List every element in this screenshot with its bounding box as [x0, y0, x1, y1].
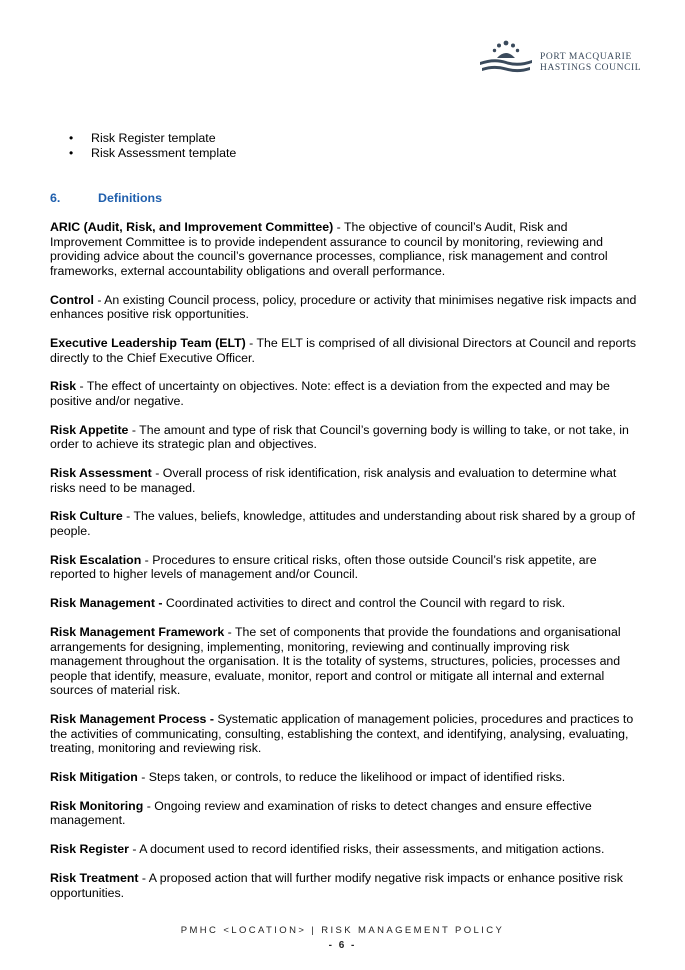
- page-number: - 6 -: [328, 940, 357, 951]
- definition-control: [50, 293, 640, 322]
- definition-text: - The effect of uncertainty on objectives. Note: effect is a deviation from the expected and may be positive and/or negative.: [50, 379, 610, 408]
- definition-term: Risk Monitoring: [50, 798, 144, 813]
- definition-term: Risk: [50, 379, 77, 394]
- definition-term: ARIC (Audit, Risk, and Improvement Committee): [50, 220, 334, 234]
- definition-term: Risk Management Process -: [50, 712, 214, 727]
- definition-risk: [50, 379, 640, 408]
- definition-risk-management-framework: [50, 625, 640, 698]
- section-number: 6.: [50, 191, 61, 205]
- list-item: • Risk Assessment template: [50, 146, 640, 161]
- template-list: [50, 131, 640, 161]
- definition-risk-register: [50, 842, 640, 857]
- list-item: • Risk Register template: [50, 131, 640, 146]
- definition-aric: [50, 220, 640, 278]
- definition-term: Risk Escalation: [50, 552, 142, 567]
- definition-text: - A proposed action that will further modify negative risk impacts or enhance positive risk opportunities.: [50, 871, 623, 900]
- definition-risk-management-process: [50, 712, 640, 756]
- definition-risk-monitoring: [50, 799, 640, 828]
- logo-line-2: HASTINGS COUNCIL: [540, 63, 642, 73]
- definition-risk-culture: [50, 509, 640, 538]
- section-title: Definitions: [98, 191, 163, 205]
- definition-text: - The ELT is comprised of all divisional Directors at Council and reports directly to the Chief Executive Officer.: [50, 335, 637, 365]
- sun-and-waves-logo-icon: [476, 38, 536, 78]
- definition-text: - Overall process of risk identification, risk analysis and evaluation to determine what risks need to be managed.: [50, 466, 617, 495]
- definition-text: - The amount and type of risk that Council’s governing body is willing to take, or not take, in order to achieve its strategic plan and objectives.: [50, 422, 629, 452]
- definition-term: Risk Management -: [50, 596, 163, 611]
- definition-text: - A document used to record identified risks, their assessments, and mitigation actions.: [128, 842, 605, 857]
- definition-term: Risk Treatment: [50, 871, 139, 886]
- definition-term: Risk Culture: [50, 509, 123, 524]
- logo-line-1: PORT MACQUARIE: [540, 52, 632, 62]
- definition-text: - Ongoing review and examination of risks to detect changes and ensure effective management.: [50, 798, 592, 828]
- definition-risk-assessment: [50, 466, 640, 495]
- section-heading: [50, 191, 162, 205]
- definition-text: - An existing Council process, policy, procedure or activity that minimises negative risk impacts and enhances positive risk opportunities.: [50, 292, 637, 322]
- definition-risk-treatment: [50, 871, 640, 900]
- definition-elt: [50, 336, 640, 365]
- definition-risk-escalation: [50, 553, 640, 582]
- definition-text: Coordinated activities to direct and control the Council with regard to risk.: [162, 596, 566, 611]
- definition-term: Risk Mitigation: [50, 770, 138, 785]
- definition-term: Risk Assessment: [50, 466, 152, 481]
- page-footer: PMHC <LOCATION> | RISK MANAGEMENT POLICY: [180, 925, 505, 936]
- definition-term: Risk Register: [50, 842, 129, 857]
- definition-text: - The values, beliefs, knowledge, attitudes and understanding about risk shared by a group of people.: [50, 509, 636, 539]
- definition-term: Risk Appetite: [50, 422, 129, 437]
- definition-term: Risk Management Framework: [50, 624, 225, 639]
- definitions-list: [50, 220, 640, 914]
- definition-text: - Procedures to ensure critical risks, often those outside Council’s risk appetite, are reported to higher levels of management and/or Council.: [50, 552, 597, 582]
- definition-text: Systematic application of management policies, procedures and practices to the activities of communicating, consulting, establishing the context, and identifying, analysing, evaluating, treating, monitoring and reviewing risk.: [50, 712, 634, 756]
- definition-term: Control: [50, 292, 94, 307]
- logo-wordmark: [540, 52, 660, 74]
- council-logo: [476, 38, 646, 78]
- definition-risk-mitigation: [50, 770, 640, 785]
- definition-text: - The objective of council’s Audit, Risk and Improvement Committee is to provide independent assurance to council by monitoring, reviewing and providing advice about the council’s governance processes, compliance, risk management and control frameworks, external accountability obligations and overall performance.: [50, 220, 608, 278]
- definition-risk-management: [50, 596, 640, 611]
- definition-term: Executive Leadership Team (ELT): [50, 335, 246, 350]
- definition-text: - The set of components that provide the foundations and organisational arrangements for designing, implementing, monitoring, reviewing and continually improving risk management throughout the organisation. It is the totality of systems, structures, policies, processes and people that identify, measure, evaluate, monitor, report and control or mitigate all internal and external sources of material risk.: [50, 624, 621, 698]
- definition-text: - Steps taken, or controls, to reduce the likelihood or impact of identified risks.: [137, 770, 566, 785]
- definition-risk-appetite: [50, 423, 640, 452]
